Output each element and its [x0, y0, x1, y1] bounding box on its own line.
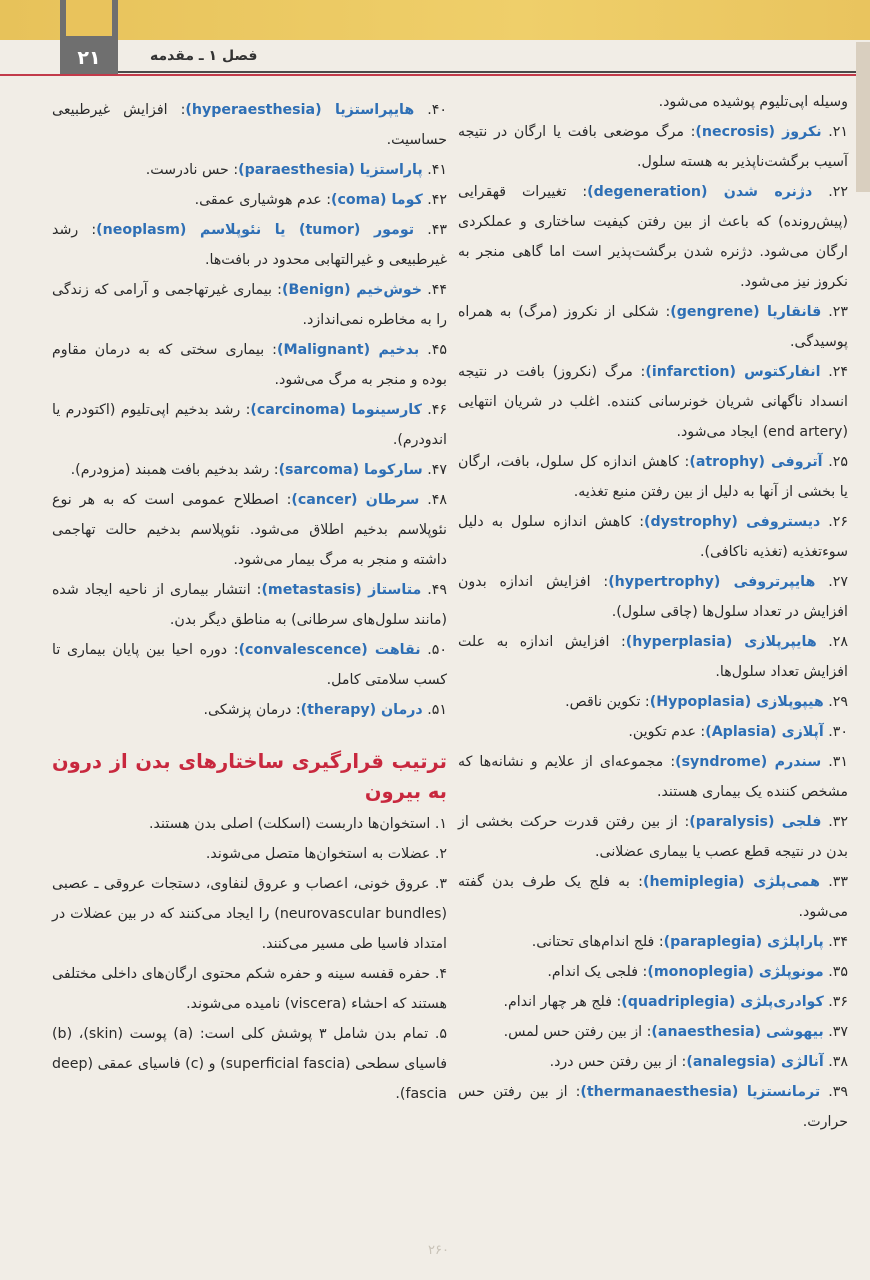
- glossary-entry: [52, 95, 447, 155]
- glossary-entry: [458, 1017, 848, 1047]
- chapter-title: فصل ۱ ـ مقدمه: [150, 48, 258, 64]
- section-item: ۲. عضلات به استخوان‌ها متصل می‌شوند.: [205, 846, 447, 862]
- entry-definition: : کاهش اندازه کل سلول، بافت، ارگان یا بخشی از آنها به دلیل از بین رفتن منبع تغذیه.: [458, 454, 848, 500]
- entry-definition: : از بین رفتن حس لمس.: [503, 1024, 652, 1040]
- entry-term: پاراپلژی (paraplegia): [663, 934, 824, 950]
- entry-number: ۴۴.: [422, 282, 447, 298]
- entry-number: ۲۳.: [821, 304, 848, 320]
- section-item: ۵. تمام بدن شامل ۳ پوشش کلی است: (a) پوست (skin)، (b) فاسیای سطحی (superficial fascia) و (c) فاسیای عمقی (deep fascia).: [52, 1026, 447, 1102]
- entry-number: ۴۷.: [422, 462, 447, 478]
- entry-definition: : اصطلاح عمومی است که به هر نوع نئوپلاسم بدخیم اطلاق می‌شود. نئوپلاسم بدخیم حالت تهاجمی داشته و منجر به مرگ بیمار می‌شود.: [52, 492, 447, 568]
- entry-term: کوما (coma): [331, 192, 423, 208]
- glossary-entry: [458, 867, 848, 927]
- entry-definition: : به فلج یک طرف بدن گفته می‌شود.: [458, 874, 848, 920]
- glossary-entry: [52, 395, 447, 455]
- glossary-entry: [52, 335, 447, 395]
- entry-definition: : مرگ موضعی بافت یا ارگان در نتیجه آسیب برگشت‌ناپذیر به هسته سلول.: [458, 124, 848, 170]
- entry-number: ۴۵.: [419, 342, 447, 358]
- entry-term: بیهوشی (anaesthesia): [651, 1024, 824, 1040]
- page-edge-tab: [856, 42, 870, 192]
- entry-definition: : فلجی یک اندام.: [547, 964, 648, 980]
- section-heading: ترتیب قرارگیری ساختارهای بدن از درون به بیرون: [52, 750, 447, 803]
- entry-term: آپلازی (Aplasia): [705, 724, 824, 740]
- glossary-entry: [52, 485, 447, 575]
- glossary-entry: [458, 297, 848, 357]
- left-column: [52, 95, 447, 1109]
- entry-number: ۲۶.: [820, 514, 848, 530]
- entry-term: نکروز (necrosis): [695, 124, 822, 140]
- entry-definition: : از بین رفتن حس حرارت.: [458, 1084, 848, 1130]
- entry-definition: : از بین رفتن حس درد.: [549, 1054, 687, 1070]
- entry-definition: : افزایش اندازه به علت افزایش تعداد سلول‌ها.: [458, 634, 848, 680]
- glossary-entry: [458, 357, 848, 447]
- entry-term: نقاهت (convalescence): [238, 642, 421, 658]
- entry-term: مونوپلژی (monoplegia): [647, 964, 824, 980]
- glossary-entry: [458, 567, 848, 627]
- entry-term: هیپوپلازی (Hypoplasia): [649, 694, 824, 710]
- entry-definition: : افزایش اندازه بدون افزایش در تعداد سلول‌ها (چاقی سلول).: [458, 574, 848, 620]
- glossary-entry: [458, 927, 848, 957]
- entry-term: ترمانستزیا (thermanaesthesia): [580, 1084, 821, 1100]
- entry-number: ۳۴.: [823, 934, 848, 950]
- entry-number: ۴۹.: [421, 582, 447, 598]
- entry-number: ۳۸.: [823, 1054, 848, 1070]
- entry-number: ۲۴.: [820, 364, 848, 380]
- entry-number: ۴۶.: [421, 402, 447, 418]
- glossary-entry: [458, 117, 848, 177]
- glossary-entry: [458, 177, 848, 297]
- entry-term: دژنره شدن (degeneration): [587, 184, 813, 200]
- entry-definition: : انتشار بیماری از ناحیه ایجاد شده (مانند سلول‌های سرطانی) به مناطق دیگر بدن.: [52, 582, 447, 628]
- section-item: ۳. عروق خونی، اعصاب و عروق لنفاوی، دستجات عروقی ـ عصبی (neurovascular bundles) را ایجاد می‌کنند که در بین عضلات در امتداد فاسیا طی مسیر می‌کنند.: [52, 876, 447, 952]
- entry-definition: : درمان پزشکی.: [203, 702, 301, 718]
- entry-term: خوش‌خیم (Benign): [281, 282, 423, 298]
- entry-definition: : فلج هر چهار اندام.: [503, 994, 622, 1010]
- entry-definition: : عدم هوشیاری عمقی.: [194, 192, 332, 208]
- entry-definition: : مرگ (نکروز) بافت در نتیجه انسداد ناگهانی شریان خونرسانی کننده. اغلب در شریان انتهایی (end artery) ایجاد می‌شود.: [458, 364, 848, 440]
- entry-number: ۲۵.: [822, 454, 848, 470]
- entry-term: درمان (therapy): [300, 702, 423, 718]
- section-item: ۱. استخوان‌ها داربست (اسکلت) اصلی بدن هستند.: [149, 816, 447, 832]
- entry-number: ۲۸.: [816, 634, 848, 650]
- entry-number: ۳۱.: [821, 754, 848, 770]
- glossary-entry: [458, 957, 848, 987]
- entry-number: ۴۲.: [422, 192, 447, 208]
- entry-term: کوادری‌پلژی (quadriplegia): [621, 994, 824, 1010]
- entry-definition: : بیماری غیرتهاجمی و آرامی که زندگی را به مخاطره نمی‌اندازد.: [52, 282, 447, 328]
- glossary-entry: [52, 275, 447, 335]
- glossary-entry: [458, 87, 848, 117]
- entry-definition: : کاهش اندازه سلول به دلیل سوءتغذیه (تغذیه ناکافی).: [458, 514, 848, 560]
- glossary-entry: [458, 987, 848, 1017]
- right-column: [458, 87, 848, 1137]
- entry-term: سارکوما (sarcoma): [278, 462, 423, 478]
- entry-number: ۲۷.: [815, 574, 848, 590]
- entry-number: ۴۰.: [414, 102, 447, 118]
- entry-number: ۲۲.: [812, 184, 848, 200]
- faint-page-number: ۲۶۰: [428, 1243, 449, 1258]
- header-accent-line: [0, 74, 870, 76]
- entry-number: ۲۹.: [823, 694, 848, 710]
- entry-term: هایپرپلازی (hyperplasia): [625, 634, 817, 650]
- entry-number: ۳۰.: [823, 724, 848, 740]
- entry-definition: : دوره احیا بین پایان بیماری تا کسب سلامتی کامل.: [52, 642, 447, 688]
- glossary-entry: [52, 635, 447, 695]
- entry-definition: : فلج اندام‌های تحتانی.: [531, 934, 664, 950]
- entry-term: دیستروفی (dystrophy): [643, 514, 821, 530]
- entry-definition: : رشد بدخیم بافت همبند (مزودرم).: [70, 462, 279, 478]
- entry-definition: وسیله اپی‌تلیوم پوشیده می‌شود.: [658, 94, 848, 110]
- entry-number: ۴۸.: [419, 492, 447, 508]
- section-item: ۴. حفره قفسه سینه و حفره شکم محتوی ارگان‌های داخلی مختلفی هستند که احشاء (viscera) نامیده می‌شوند.: [52, 966, 447, 1012]
- glossary-entry: [458, 447, 848, 507]
- entry-number: ۴۱.: [422, 162, 447, 178]
- glossary-entry: [52, 695, 447, 725]
- entry-definition: : افزایش غیرطبیعی حساسیت.: [52, 102, 447, 148]
- entry-definition: : رشد بدخیم اپی‌تلیوم (اکتودرم یا اندودرم).: [52, 402, 447, 448]
- entry-term: پاراستزیا (paraesthesia): [238, 162, 423, 178]
- entry-number: ۳۲.: [821, 814, 848, 830]
- entry-definition: : شکلی از نکروز (مرگ) به همراه پوسیدگی.: [458, 304, 848, 350]
- entry-definition: : تغییرات قهقرایی (پیش‌رونده) که باعث از بین رفتن کیفیت ساختاری و عملکردی ارگان می‌شود. دژنره شدن برگشت‌پذیر است اما گاهی منجر به نکروز نیز می‌شود.: [458, 184, 848, 290]
- entry-term: انفارکتوس (infarction): [645, 364, 821, 380]
- entry-number: ۴۳.: [414, 222, 447, 238]
- entry-number: ۳۹.: [820, 1084, 848, 1100]
- glossary-entry: [458, 627, 848, 687]
- entry-number: ۳۵.: [823, 964, 848, 980]
- glossary-entry: [52, 455, 447, 485]
- entry-definition: : حس نادرست.: [145, 162, 239, 178]
- entry-term: قانقاریا (gengrene): [670, 304, 822, 320]
- page-number: ۲۱: [77, 47, 101, 69]
- glossary-entry: [52, 185, 447, 215]
- glossary-entry: [458, 687, 848, 717]
- entry-number: ۳۳.: [819, 874, 848, 890]
- glossary-entry: [458, 747, 848, 807]
- entry-definition: : بیماری سختی که به درمان مقاوم بوده و منجر به مرگ می‌شود.: [52, 342, 447, 388]
- entry-term: فلجی (paralysis): [689, 814, 822, 830]
- entry-number: ۲۱.: [821, 124, 848, 140]
- entry-term: آنالژی (analegsia): [686, 1054, 824, 1070]
- entry-term: تومور (tumor) یا نئوپلاسم (neoplasm): [96, 222, 415, 238]
- glossary-entry: [52, 215, 447, 275]
- glossary-entry: [458, 1047, 848, 1077]
- entry-term: متاستاز (metastasis): [261, 582, 422, 598]
- glossary-entry: [458, 1077, 848, 1137]
- entry-definition: : از بین رفتن قدرت حرکت بخشی از بدن در نتیجه قطع عصب یا بیماری عضلانی.: [458, 814, 848, 860]
- top-band: [0, 0, 870, 40]
- entry-term: هایپرتروفی (hypertrophy): [608, 574, 816, 590]
- entry-number: ۵۱.: [422, 702, 447, 718]
- entry-term: سرطان (cancer): [291, 492, 420, 508]
- entry-definition: : تکوین ناقص.: [565, 694, 650, 710]
- glossary-entry: [458, 717, 848, 747]
- header-rule: [118, 71, 858, 73]
- entry-definition: : مجموعه‌ای از علایم و نشانه‌ها که مشخص کننده یک بیماری هستند.: [458, 754, 848, 800]
- entry-number: ۳۷.: [823, 1024, 848, 1040]
- entry-term: کارسینوما (carcinoma): [250, 402, 422, 418]
- entry-term: آتروفی (atrophy): [689, 454, 823, 470]
- entry-term: هایپراستزیا (hyperaesthesia): [185, 102, 415, 118]
- glossary-entry: [52, 155, 447, 185]
- entry-term: سندرم (syndrome): [675, 754, 822, 770]
- entry-term: همی‌پلژی (hemiplegia): [642, 874, 820, 890]
- entry-number: ۳۶.: [823, 994, 848, 1010]
- entry-number: ۵۰.: [420, 642, 447, 658]
- entry-definition: : عدم تکوین.: [628, 724, 706, 740]
- glossary-entry: [458, 807, 848, 867]
- entry-term: بدخیم (Malignant): [276, 342, 420, 358]
- glossary-entry: [458, 507, 848, 567]
- glossary-entry: [52, 575, 447, 635]
- entry-definition: : رشد غیرطبیعی و غیرالتهابی محدود در بافت‌ها.: [52, 222, 447, 268]
